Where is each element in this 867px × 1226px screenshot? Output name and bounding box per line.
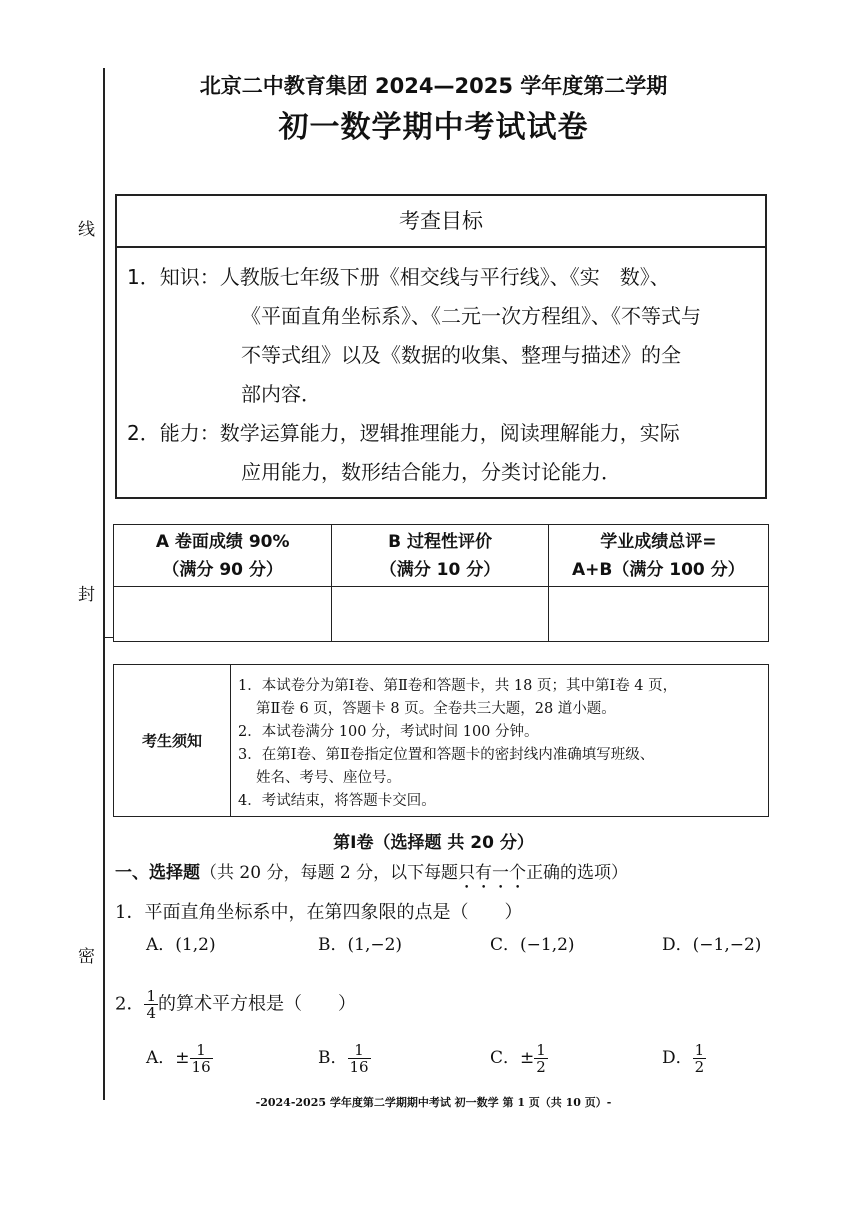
section-title: 第Ⅰ卷（选择题 共 20 分）	[333, 833, 534, 853]
score-header-b: B 过程性评价 （满分 10 分）	[332, 525, 548, 587]
notice-line: 4．考试结束，将答题卡交回。	[238, 793, 436, 809]
margin-label-feng: 封	[78, 585, 95, 605]
notice-line: 姓名、考号、座位号。	[256, 770, 401, 786]
goals-line: 不等式组》以及《数据的收集、整理与描述》的全	[241, 343, 681, 367]
page-footer: -2024-2025 学年度第二学期期中考试 初一数学 第 1 页（共 10 页）-	[255, 1096, 612, 1109]
part-desc-emphasis: 只有一个	[458, 863, 527, 883]
notice-content	[238, 675, 677, 813]
question-2-stem: 2． $\frac{1}{4}$ 的算术平方根是（ ）	[115, 987, 356, 1022]
q2-option-b[interactable]: B． $\frac{1}{16}$	[318, 1041, 369, 1076]
goals-line: 1．知识：人教版七年级下册《相交线与平行线》、《实 数》、	[127, 265, 670, 289]
score-cell-total[interactable]	[548, 587, 768, 642]
score-cell-a[interactable]	[114, 587, 332, 642]
part-desc-end: 正确的选项）	[526, 863, 629, 883]
goals-box	[115, 194, 767, 499]
q1-option-d[interactable]: D．(−1,−2)	[662, 935, 762, 955]
q1-option-a[interactable]: A．(1,2)	[146, 935, 216, 955]
binding-line	[103, 68, 105, 1100]
margin-tick	[103, 637, 113, 638]
notice-label: 考生须知	[114, 665, 231, 816]
notice-line: 3．在第Ⅰ卷、第Ⅱ卷指定位置和答题卡的密封线内准确填写班级、	[238, 747, 655, 763]
part-label: 一、选择题	[115, 863, 200, 883]
notice-line: 1．本试卷分为第Ⅰ卷、第Ⅱ卷和答题卡，共 18 页；其中第Ⅰ卷 4 页，	[238, 678, 678, 694]
q2-option-d[interactable]: D． $\frac{1}{2}$	[662, 1041, 705, 1076]
part-desc: （共 20 分，每题 2 分，以下每题	[200, 863, 459, 883]
goals-line: 部内容．	[241, 382, 321, 406]
q2-option-c[interactable]: C．± $\frac{1}{2}$	[490, 1041, 546, 1076]
margin-label-xian: 线	[78, 220, 95, 240]
margin-label-mi: 密	[78, 947, 95, 967]
notice-line: 第Ⅱ卷 6 页，答题卡 8 页。全卷共三大题，28 道小题。	[256, 701, 616, 717]
question-1-stem: 1．平面直角坐标系中，在第四象限的点是（ ）	[115, 902, 523, 923]
notice-box	[113, 664, 769, 817]
q1-option-c[interactable]: C．(−1,2)	[490, 935, 575, 955]
notice-line: 2．本试卷满分 100 分，考试时间 100 分钟。	[238, 724, 539, 740]
goals-line: 2．能力：数学运算能力，逻辑推理能力，阅读理解能力，实际	[127, 421, 680, 445]
q2-option-a[interactable]: A．± $\frac{1}{16}$	[146, 1041, 211, 1076]
goals-title: 考查目标	[117, 196, 765, 248]
goals-line: 《平面直角坐标系》、《二元一次方程组》、《不等式与	[241, 304, 701, 328]
exam-subtitle: 北京二中教育集团 2024—2025 学年度第二学期	[199, 74, 668, 98]
score-table	[113, 524, 769, 642]
part-heading	[115, 858, 628, 893]
goals-line: 应用能力，数形结合能力，分类讨论能力．	[241, 460, 621, 484]
score-cell-b[interactable]	[332, 587, 548, 642]
q1-option-b[interactable]: B．(1,−2)	[318, 935, 403, 955]
score-header-total: 学业成绩总评= A+B（满分 100 分）	[548, 525, 768, 587]
score-header-a: A 卷面成绩 90% （满分 90 分）	[114, 525, 332, 587]
exam-title: 初一数学期中考试试卷	[278, 110, 589, 145]
q2-stem-fraction: $\frac{1}{4}$	[146, 987, 156, 1022]
